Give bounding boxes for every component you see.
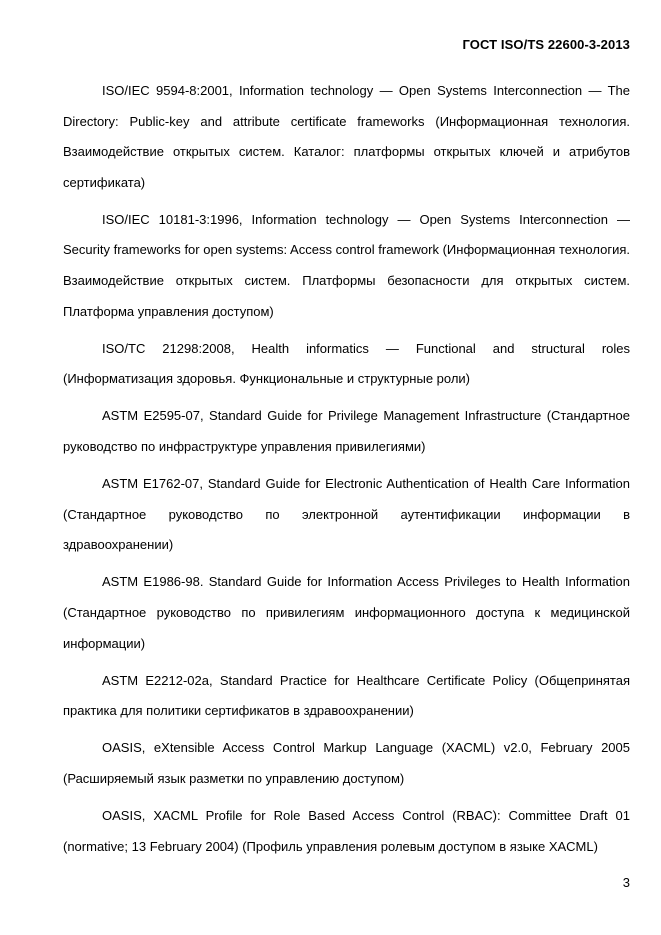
bibliography-list <box>63 76 630 869</box>
reference-item: ASTM E2595-07, Standard Guide for Privilege Management Infrastructure (Стандартное руководство по инфраструктуре управления привилегиями) <box>63 408 630 455</box>
page-number: 3 <box>622 875 630 890</box>
reference-item: ISO/IEC 9594-8:2001, Information technology — Open Systems Interconnection — The Directory: Public-key and attribute certificate frameworks (Информационная технология. Взаимодействие открытых систем. Каталог: платформы открытых ключей и атрибутов сертификата) <box>63 83 630 190</box>
reference-item: ISO/TC 21298:2008, Health informatics — Functional and structural roles (Информатизация здоровья. Функциональные и структурные роли) <box>63 340 630 387</box>
document-header: ГОСТ ISO/TS 22600-3-2013 <box>462 37 630 52</box>
reference-item: OASIS, XACML Profile for Role Based Access Control (RBAC): Committee Draft 01 (normative; 13 February 2004) (Профиль управления ролевым доступом в языке XACML) <box>63 808 630 854</box>
reference-item: ASTM E1986-98. Standard Guide for Information Access Privileges to Health Information (Стандартное руководство по привилегиям информационного доступа к медицинской информации) <box>63 574 630 651</box>
reference-item: OASIS, eXtensible Access Control Markup Language (XACML) v2.0, February 2005 (Расширяемый язык разметки по управлению доступом) <box>63 740 630 786</box>
reference-item: ASTM E1762-07, Standard Guide for Electronic Authentication of Health Care Information (Стандартное руководство по электронной аутентификации информации в здравоохранении) <box>63 476 630 553</box>
reference-item: ISO/IEC 10181-3:1996, Information technology — Open Systems Interconnection — Security frameworks for open systems: Access control framework (Информационная технология. Взаимодействие открытых систем. Платформы безопасности для открытых систем. Платформа управления доступом) <box>63 211 630 319</box>
reference-item: ASTM E2212-02a, Standard Practice for Healthcare Certificate Policy (Общепринятая практика для политики сертификатов в здравоохранении) <box>63 672 630 719</box>
